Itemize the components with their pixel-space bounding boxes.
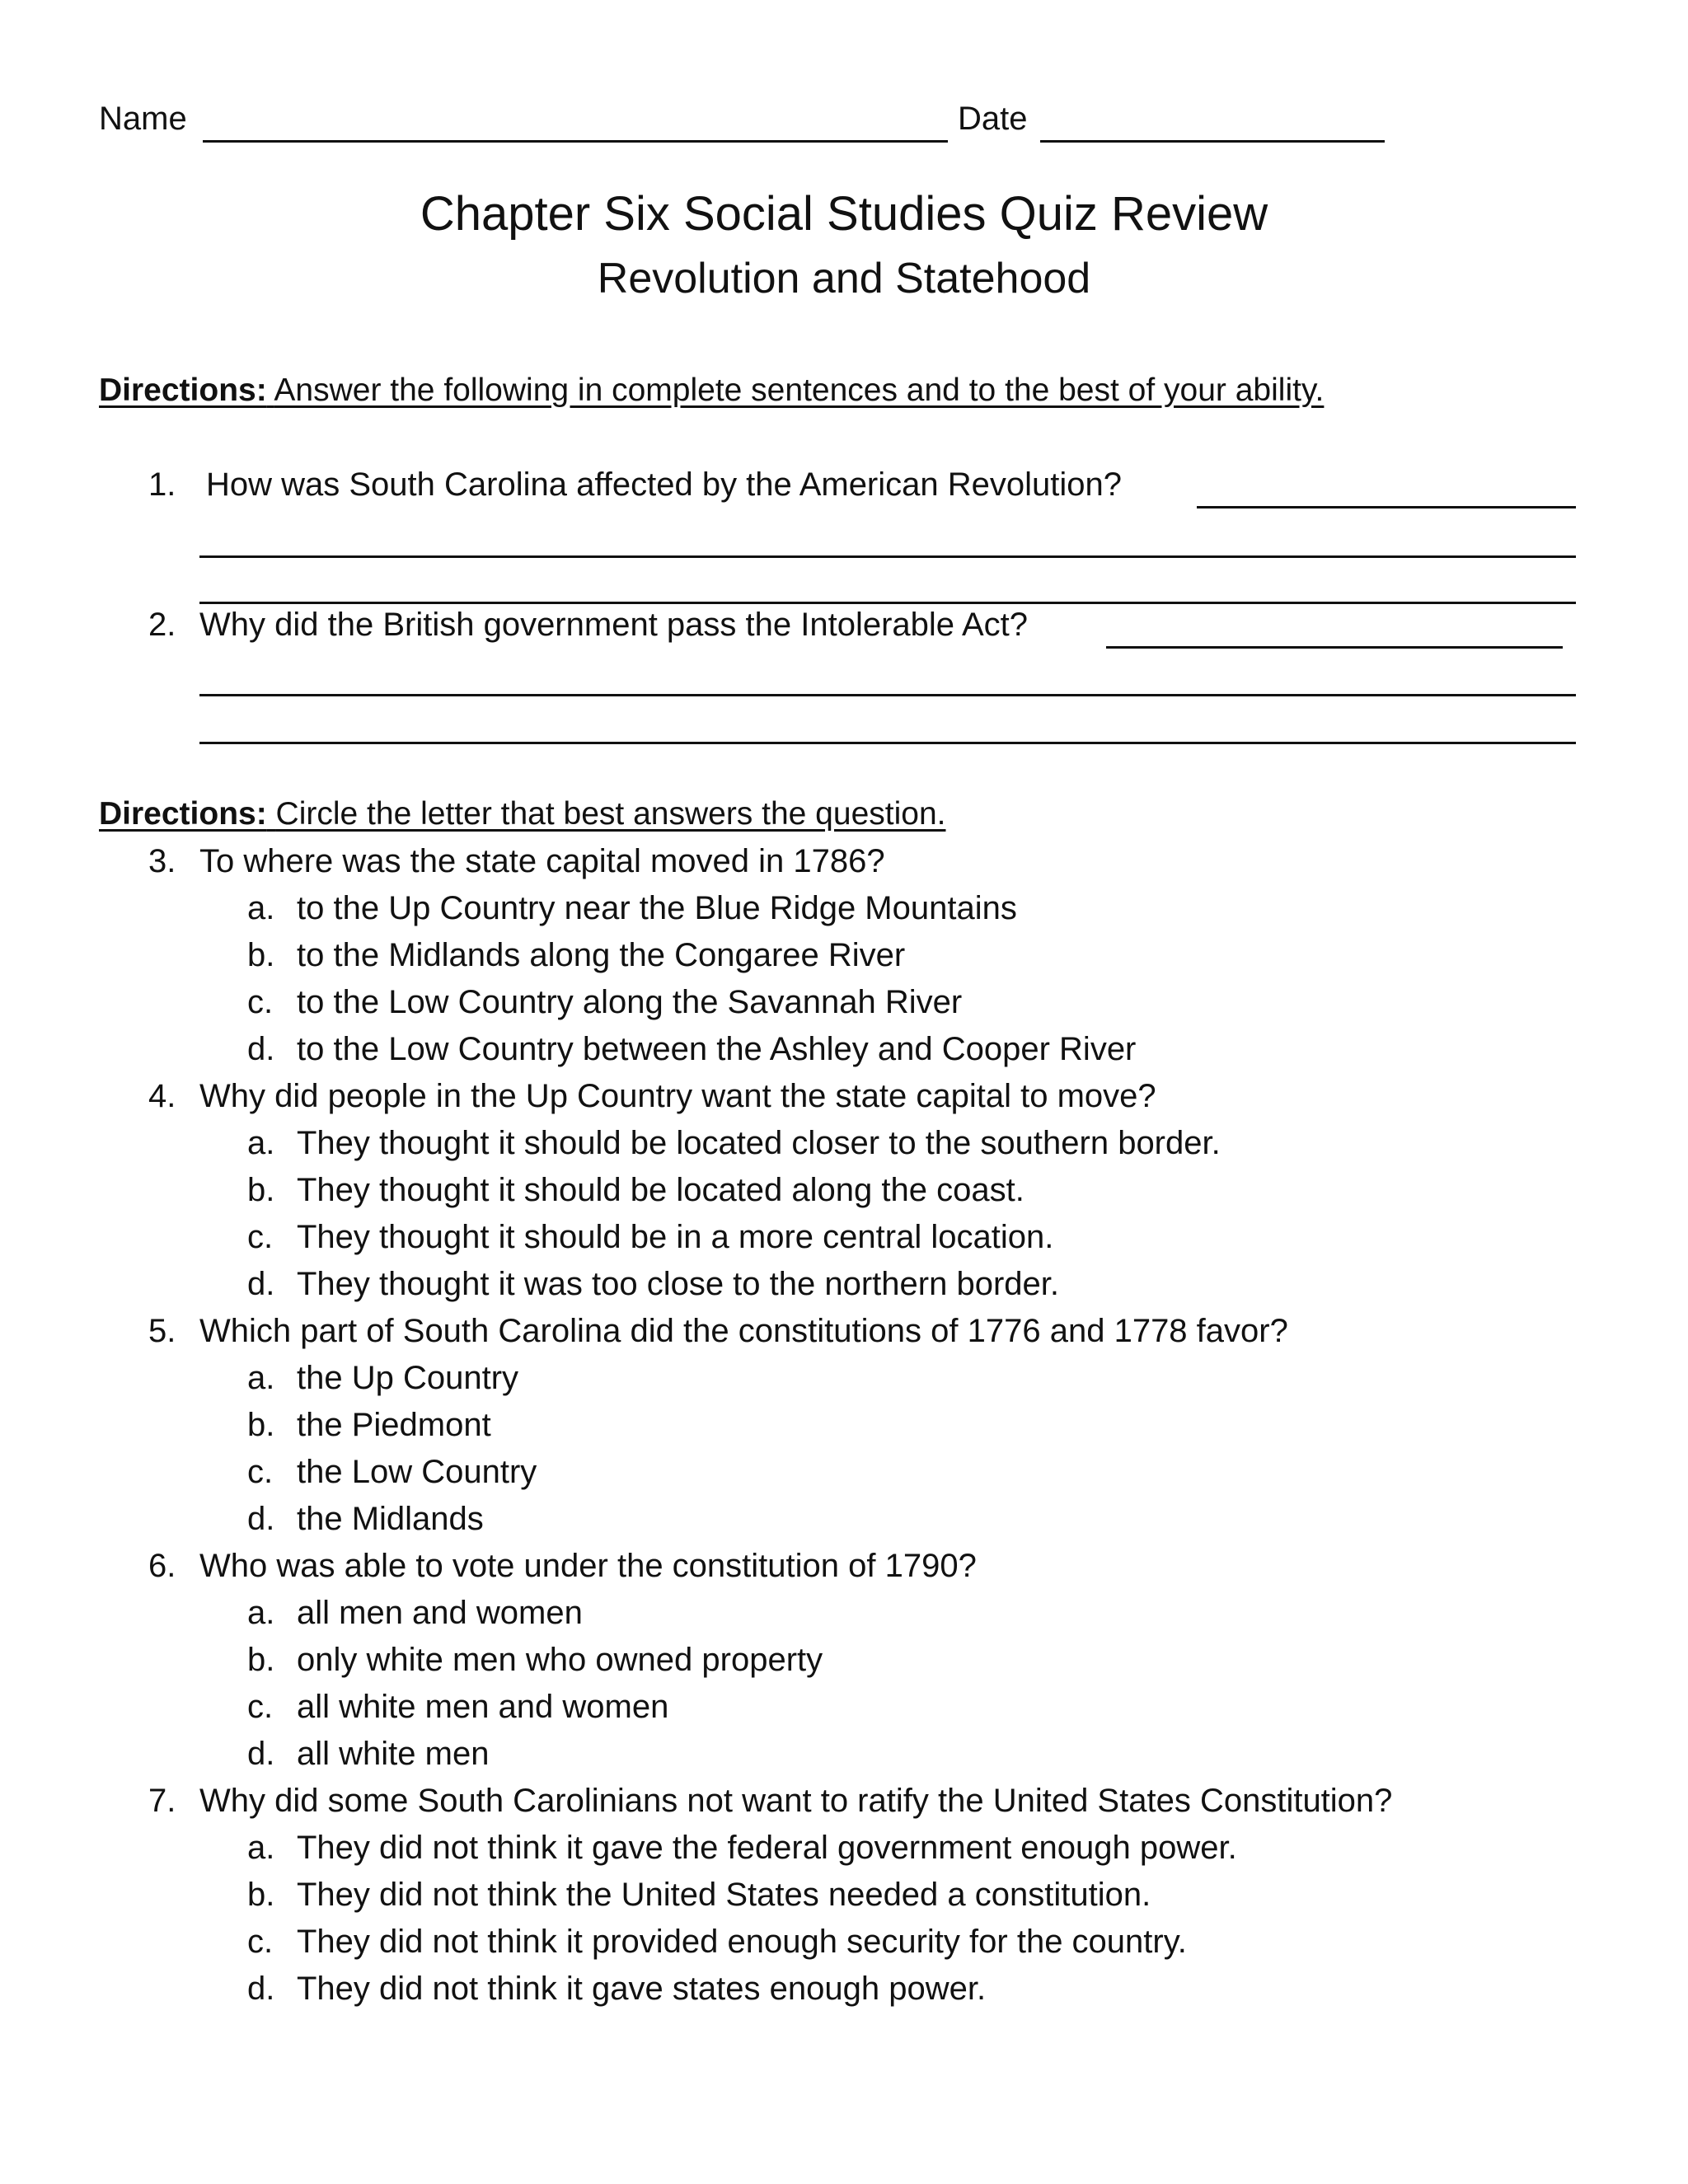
option-letter[interactable]: b. xyxy=(247,1877,275,1913)
option-text: to the Up Country near the Blue Ridge Mountains xyxy=(297,890,1017,926)
option-letter[interactable]: d. xyxy=(247,1501,275,1537)
option-text: They did not think it gave states enough power. xyxy=(297,1971,987,2007)
question-number: 4. xyxy=(148,1078,176,1114)
answer-line[interactable] xyxy=(1106,646,1563,649)
option-text: only white men who owned property xyxy=(297,1642,823,1678)
option-text: to the Low Country along the Savannah River xyxy=(297,984,963,1020)
option-text: to the Low Country between the Ashley and Cooper River xyxy=(297,1031,1137,1067)
question-number: 5. xyxy=(148,1313,176,1349)
option-text: the Piedmont xyxy=(297,1407,491,1443)
option-text: all men and women xyxy=(297,1595,583,1631)
question-text: Why did the British government pass the Intolerable Act? xyxy=(199,607,1028,643)
option-letter[interactable]: c. xyxy=(247,1219,274,1255)
option-text: They thought it was too close to the northern border. xyxy=(297,1266,1059,1302)
option-letter[interactable]: b. xyxy=(247,937,275,973)
question-number: 3. xyxy=(148,843,176,879)
option-letter[interactable]: c. xyxy=(247,984,274,1020)
page-title: Chapter Six Social Studies Quiz Review xyxy=(420,187,1268,241)
option-text: They did not think it provided enough security for the country. xyxy=(297,1924,1187,1960)
option-letter[interactable]: a. xyxy=(247,1125,275,1161)
question-text: To where was the state capital moved in 1786? xyxy=(199,843,885,879)
option-text: all white men xyxy=(297,1736,490,1772)
question-text: Who was able to vote under the constitution of 1790? xyxy=(199,1548,977,1584)
page-subtitle: Revolution and Statehood xyxy=(597,255,1091,302)
question-number: 2. xyxy=(148,607,176,643)
directions-text: Circle the letter that best answers the question. xyxy=(275,796,946,832)
option-letter[interactable]: d. xyxy=(247,1971,275,2007)
option-text: They did not think the United States needed a constitution. xyxy=(297,1877,1151,1913)
option-letter[interactable]: a. xyxy=(247,1830,275,1866)
option-text: to the Midlands along the Congaree River xyxy=(297,937,906,973)
option-letter[interactable]: d. xyxy=(247,1736,275,1772)
option-letter[interactable]: b. xyxy=(247,1407,275,1443)
answer-line[interactable] xyxy=(199,742,1576,744)
option-letter[interactable]: a. xyxy=(247,1595,275,1631)
directions-multiple-choice xyxy=(99,796,945,832)
option-text: the Low Country xyxy=(297,1454,537,1490)
question-text: Why did some South Carolinians not want to ratify the United States Constitution? xyxy=(199,1783,1393,1819)
option-letter[interactable]: a. xyxy=(247,1360,275,1396)
option-letter[interactable]: d. xyxy=(247,1031,275,1067)
name-label: Name xyxy=(99,101,187,137)
answer-line[interactable] xyxy=(199,694,1576,696)
option-text: They thought it should be located along the coast. xyxy=(297,1172,1025,1208)
option-text: the Up Country xyxy=(297,1360,519,1396)
directions-open-response xyxy=(99,373,1324,409)
option-letter[interactable]: d. xyxy=(247,1266,275,1302)
option-letter[interactable]: c. xyxy=(247,1924,274,1960)
directions-label: Directions: xyxy=(99,373,267,408)
option-text: They thought it should be in a more central location. xyxy=(297,1219,1054,1255)
option-text: all white men and women xyxy=(297,1689,669,1725)
answer-line[interactable] xyxy=(199,555,1576,558)
name-field[interactable] xyxy=(203,140,948,143)
question-number: 6. xyxy=(148,1548,176,1584)
option-text: They did not think it gave the federal government enough power. xyxy=(297,1830,1237,1866)
question-number: 1. xyxy=(148,466,176,503)
date-field[interactable] xyxy=(1040,140,1385,143)
option-letter[interactable]: c. xyxy=(247,1689,274,1725)
question-text: How was South Carolina affected by the American Revolution? xyxy=(206,466,1122,503)
directions-text: Answer the following in complete sentences and to the best of your ability. xyxy=(274,373,1325,408)
option-letter[interactable]: a. xyxy=(247,890,275,926)
answer-line[interactable] xyxy=(199,602,1576,604)
answer-line[interactable] xyxy=(1197,506,1576,509)
option-letter[interactable]: b. xyxy=(247,1172,275,1208)
directions-label: Directions: xyxy=(99,796,267,832)
question-text: Which part of South Carolina did the constitutions of 1776 and 1778 favor? xyxy=(199,1313,1288,1349)
date-label: Date xyxy=(958,101,1028,137)
option-letter[interactable]: b. xyxy=(247,1642,275,1678)
option-letter[interactable]: c. xyxy=(247,1454,274,1490)
question-text: Why did people in the Up Country want the state capital to move? xyxy=(199,1078,1156,1114)
option-text: They thought it should be located closer to the southern border. xyxy=(297,1125,1221,1161)
option-text: the Midlands xyxy=(297,1501,484,1537)
question-number: 7. xyxy=(148,1783,176,1819)
